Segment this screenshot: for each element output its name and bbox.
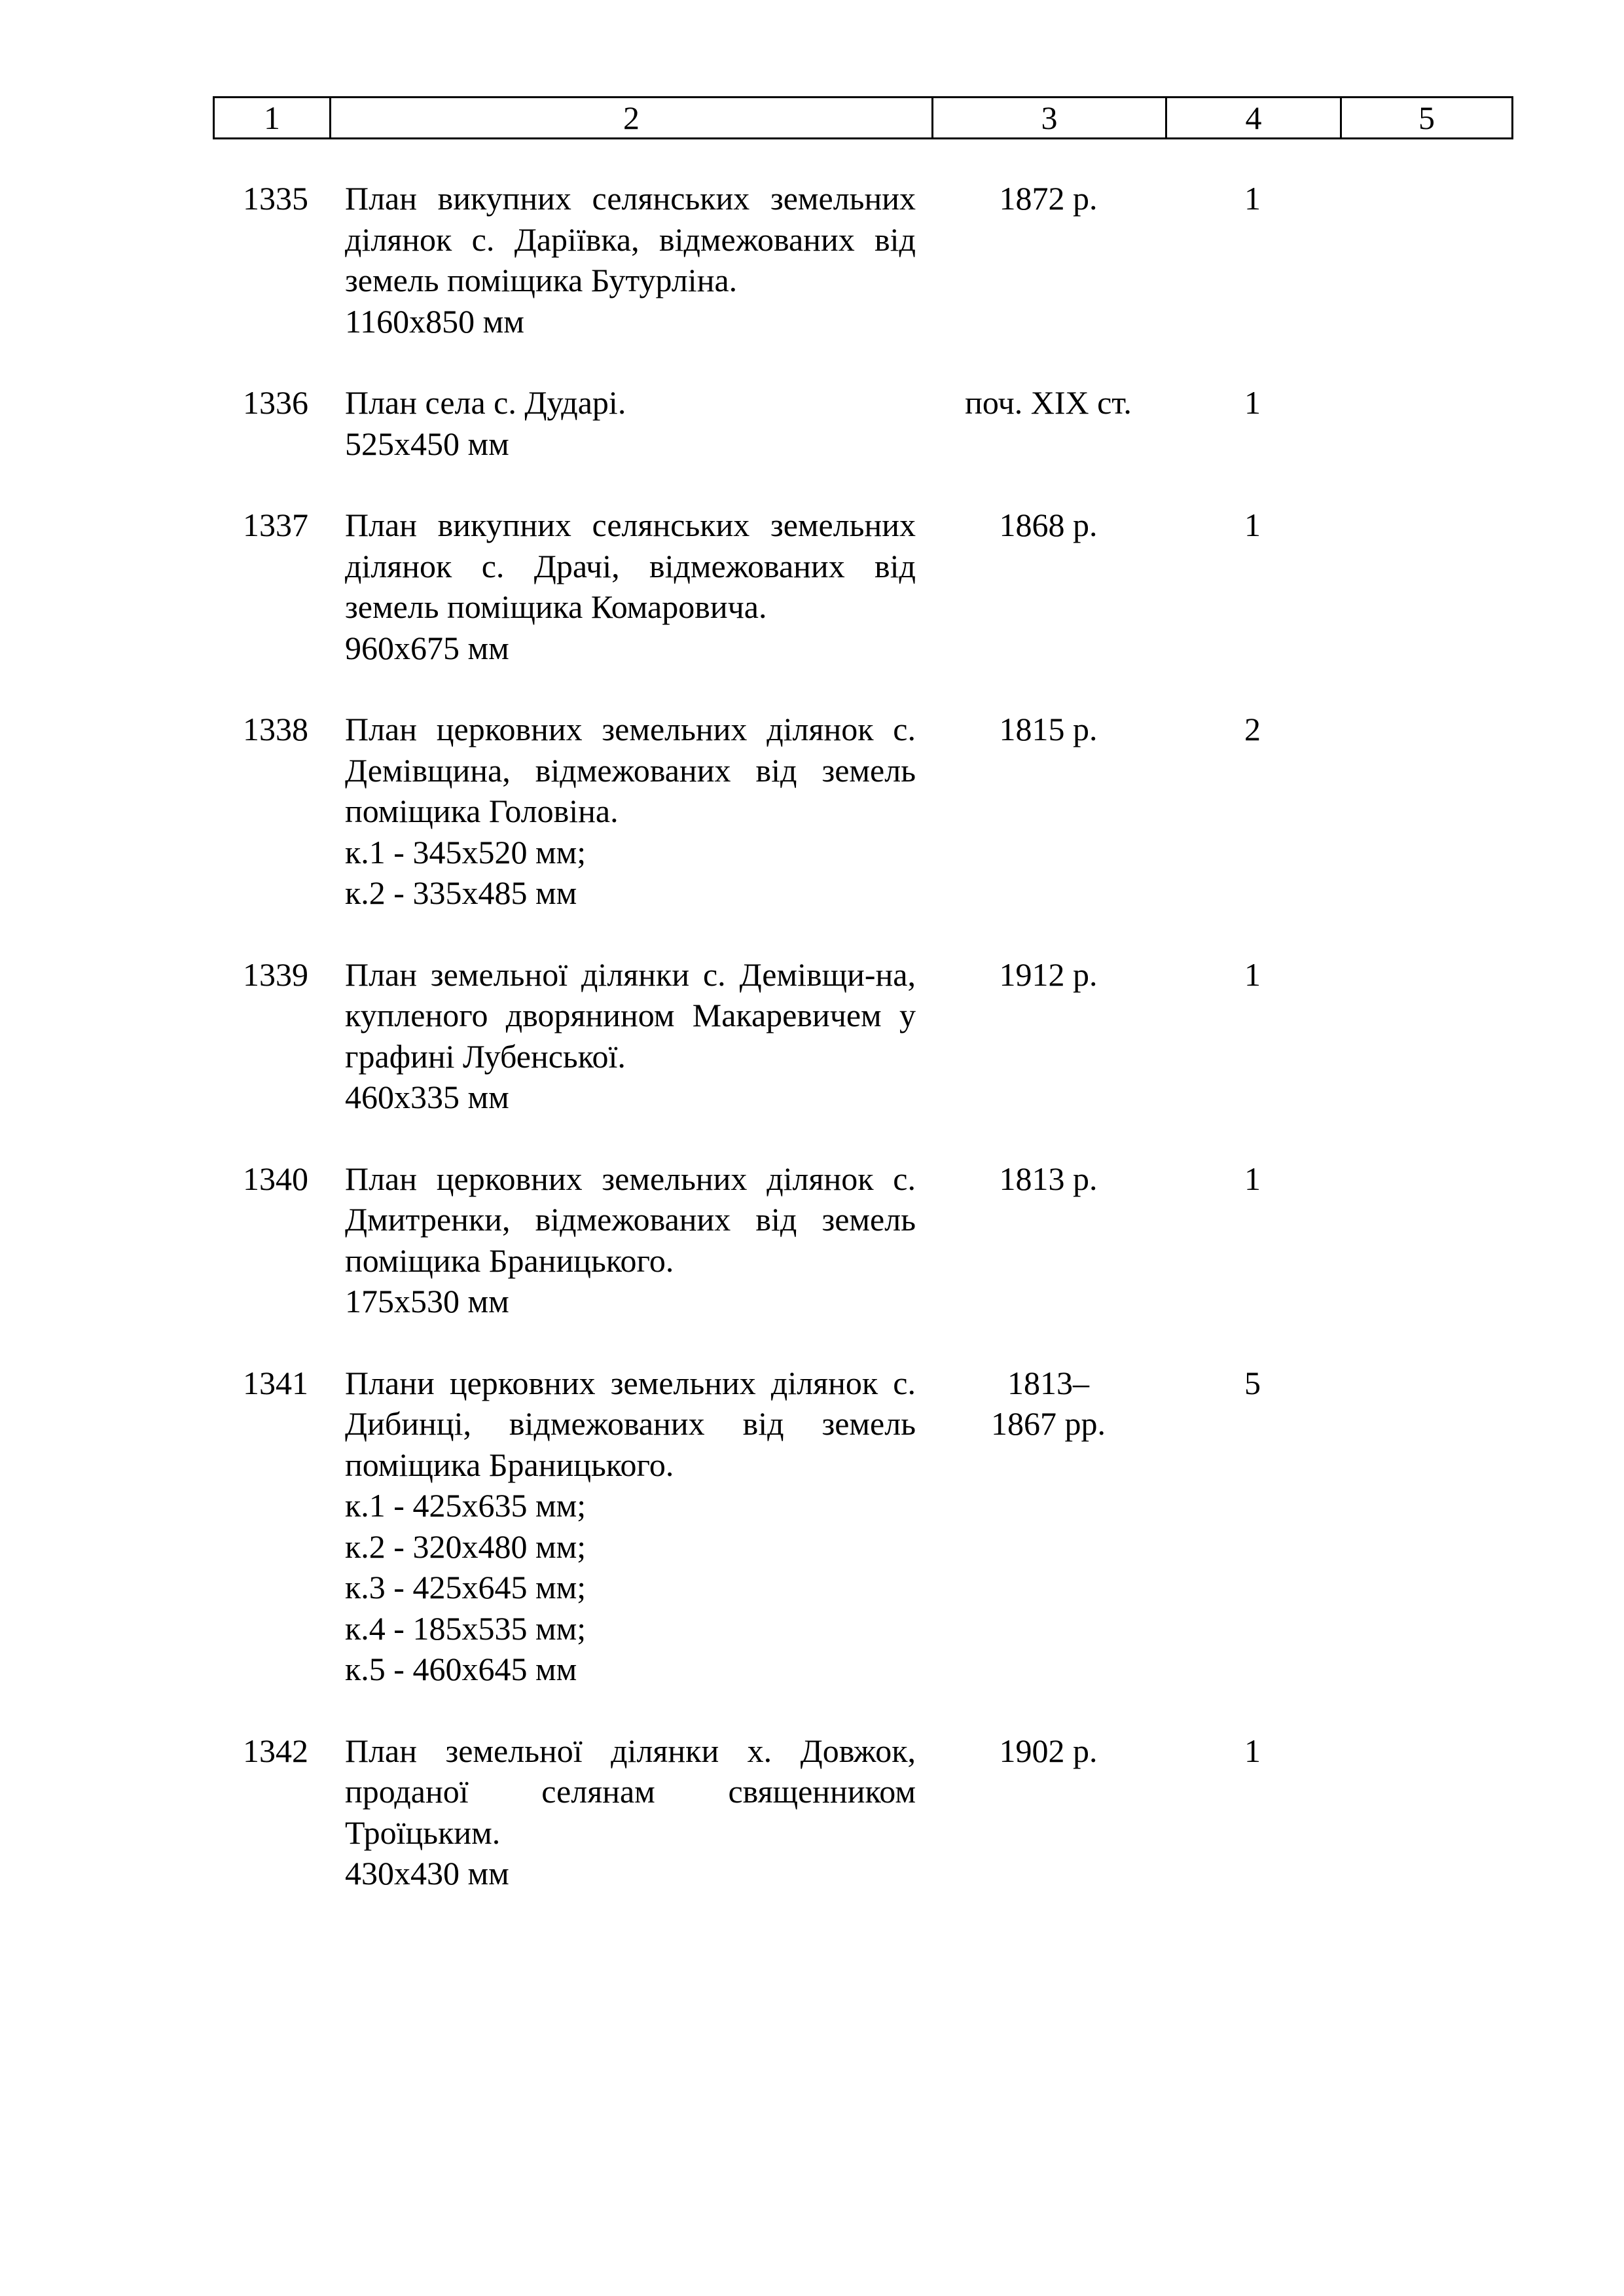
record-count: 1	[1244, 1160, 1261, 1197]
record-dimensions: 175х530 мм	[345, 1283, 509, 1319]
record-date: поч. XIX ст.	[965, 384, 1132, 421]
record-description	[329, 382, 931, 505]
table-row	[213, 382, 1511, 505]
record-col5	[1340, 1158, 1511, 1363]
column-header-4: 4	[1166, 98, 1341, 139]
record-date: 1868 р.	[999, 507, 1098, 543]
record-date: 1815 р.	[999, 711, 1098, 747]
column-header-3: 3	[933, 98, 1166, 139]
record-date: 1813– 1867 рр.	[991, 1364, 1106, 1442]
record-number: 1336	[243, 384, 308, 421]
record-count: 1	[1244, 956, 1261, 993]
record-number: 1338	[243, 711, 308, 747]
record-title: План викупних селянських земельних ділянок с. Драчі, відмежованих від земель поміщика Комаровича.	[345, 507, 916, 625]
record-date: 1912 р.	[999, 956, 1098, 993]
record-col5	[1340, 709, 1511, 954]
column-header-2: 2	[331, 98, 933, 139]
record-title: План церковних земельних ділянок с. Дмитренки, відмежованих від земель поміщика Браницького.	[345, 1160, 916, 1279]
table-row	[213, 178, 1511, 382]
column-header-5: 5	[1341, 98, 1513, 139]
record-title: План викупних селянських земельних ділянок с. Даріївка, відмежованих від земель поміщика Бутурліна.	[345, 180, 916, 298]
record-dimensions: 460х335 мм	[345, 1079, 509, 1115]
record-number: 1340	[243, 1160, 308, 1197]
record-col5	[1340, 505, 1511, 709]
record-dimensions: 430х430 мм	[345, 1855, 509, 1892]
column-header-table	[213, 96, 1513, 139]
record-dimensions: 1160х850 мм	[345, 302, 524, 340]
record-dimensions: 960х675 мм	[345, 629, 509, 666]
record-number: 1335	[243, 180, 308, 217]
record-date: 1902 р.	[999, 1732, 1098, 1769]
record-col5	[1340, 1363, 1511, 1731]
record-description	[329, 709, 931, 954]
record-description	[329, 954, 931, 1158]
record-number: 1337	[243, 507, 308, 543]
record-title: План села с. Дударі.	[345, 384, 626, 421]
record-count: 1	[1244, 1732, 1261, 1769]
record-description	[329, 178, 931, 382]
record-count: 1	[1244, 507, 1261, 543]
record-date: 1813 р.	[999, 1160, 1098, 1197]
table-row	[213, 954, 1511, 1158]
record-description	[329, 1363, 931, 1731]
record-dimensions: к.1 - 425х635 мм; к.2 - 320х480 мм; к.3 - 425х645 мм; к.4 - 185х535 мм; к.5 - 460х645 мм	[345, 1487, 586, 1687]
record-number: 1339	[243, 956, 308, 993]
record-title: План земельної ділянки с. Демівщи-на, купленого дворянином Макаревичем у графині Лубенської.	[345, 956, 916, 1075]
record-description	[329, 1731, 931, 1894]
record-count: 5	[1244, 1364, 1261, 1401]
column-header-1: 1	[214, 98, 331, 139]
table-row	[213, 709, 1511, 954]
table-row	[213, 1363, 1511, 1731]
record-count: 1	[1244, 384, 1261, 421]
record-description	[329, 1158, 931, 1363]
record-dimensions: 525х450 мм	[345, 425, 509, 462]
record-title: План церковних земельних ділянок с. Демівщина, відмежованих від земель поміщика Головіна.	[345, 711, 916, 829]
record-title: План земельної ділянки х. Довжок, проданої селянам священником Троїцьким.	[345, 1732, 916, 1851]
record-number: 1341	[243, 1364, 308, 1401]
record-count: 1	[1244, 180, 1261, 217]
record-count: 2	[1244, 711, 1261, 747]
record-col5	[1340, 382, 1511, 505]
table-row	[213, 505, 1511, 709]
table-row	[213, 1731, 1511, 1894]
record-col5	[1340, 1731, 1511, 1894]
record-number: 1342	[243, 1732, 308, 1769]
column-header-row	[214, 98, 1513, 139]
record-col5	[1340, 178, 1511, 382]
record-description	[329, 505, 931, 709]
record-date: 1872 р.	[999, 180, 1098, 217]
records-table	[213, 178, 1511, 1894]
record-title: Плани церковних земельних ділянок с. Дибинці, відмежованих від земель поміщика Браницького.	[345, 1364, 916, 1483]
table-row	[213, 1158, 1511, 1363]
record-col5	[1340, 954, 1511, 1158]
record-dimensions: к.1 - 345х520 мм; к.2 - 335х485 мм	[345, 833, 586, 911]
